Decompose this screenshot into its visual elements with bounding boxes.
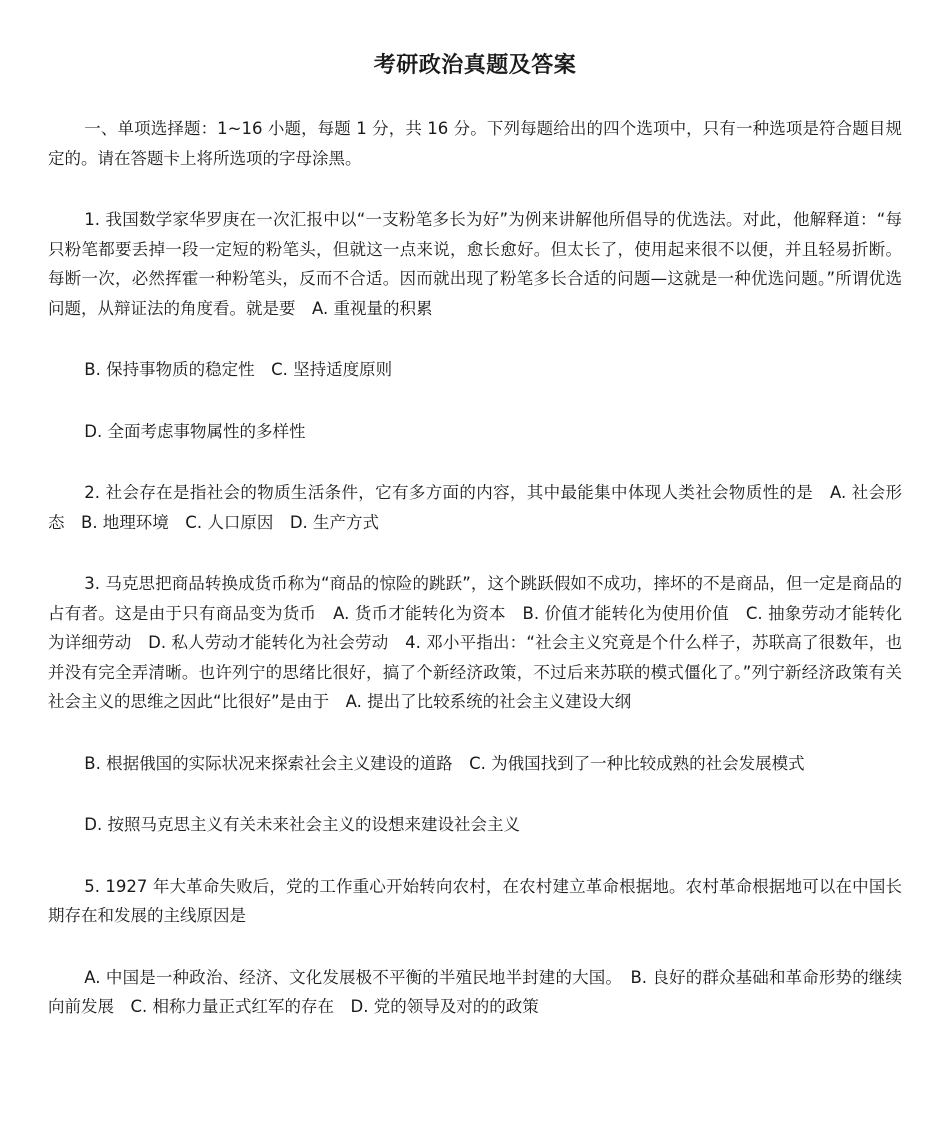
page-title: 考研政治真题及答案 <box>373 53 577 78</box>
question-4-options-bc: B. 根据俄国的实际状况来探索社会主义建设的道路 C. 为俄国找到了一种比较成熟的社会发展模式 <box>84 753 805 773</box>
instructions-paragraph: 一、单项选择题：1~16 小题，每题 1 分，共 16 分。下列每题给出的四个选项中，只有一种选项是符合题目规定的。请在答题卡上将所选项的字母涂黑。 <box>48 119 902 168</box>
question-1-stem: 1. 我国数学家华罗庚在一次汇报中以“一支粉笔多长为好”为例来讲解他所倡导的优选法。对此，他解释道：“每只粉笔都要丢掉一段一定短的粉笔头，但就这一点来说，愈长愈好。但太长了，使用起来很不以便，并且轻易折断。每断一次，必然挥霍一种粉笔头，反而不合适。因而就出现了粉笔多长合适的问题—这就是一种优选问题。”所谓优选问题，从辩证法的角度看。就是要 A. 重视量的积累 <box>48 210 902 318</box>
question-2: 2. 社会存在是指社会的物质生活条件，它有多方面的内容，其中最能集中体现人类社会物质性的是 A. 社会形态 B. 地理环境 C. 人口原因 D. 生产方式 <box>48 483 902 532</box>
question-3-and-4-stem: 3. 马克思把商品转换成货币称为“商品的惊险的跳跃”，这个跳跃假如不成功，摔坏的不是商品，但一定是商品的占有者。这是由于只有商品变为货币 A. 货币才能转化为资本 B. 价值才能转化为使用价值 C. 抽象劳动才能转化为详细劳动 D. 私人劳动才能转化为社会劳动 4. 邓小平指出：“社会主义究竟是个什么样子，苏联高了很数年，也并没有完全弄清晰。也许列宁的思绪比很好，搞了个新经济政策，不过后来苏联的模式僵化了。”列宁新经济政策有关社会主义的思维之因此“比很好”是由于 A. 提出了比较系统的社会主义建设大纲 <box>48 574 902 711</box>
question-1-option-d: D. 全面考虑事物属性的多样性 <box>84 421 306 441</box>
question-5-options: A. 中国是一种政治、经济、文化发展极不平衡的半殖民地半封建的大国。 B. 良好的群众基础和革命形势的继续向前发展 C. 相称力量正式红军的存在 D. 党的领导及对的的政策 <box>48 967 902 1016</box>
question-1-options-bc: B. 保持事物质的稳定性 C. 坚持适度原则 <box>84 360 393 379</box>
question-5-stem: 5. 1927 年大革命失败后，党的工作重心开始转向农村，在农村建立革命根据地。农村革命根据地可以在中国长期存在和发展的主线原因是 <box>48 876 902 925</box>
question-4-option-d: D. 按照马克思主义有关未来社会主义的设想来建设社会主义 <box>84 815 520 834</box>
